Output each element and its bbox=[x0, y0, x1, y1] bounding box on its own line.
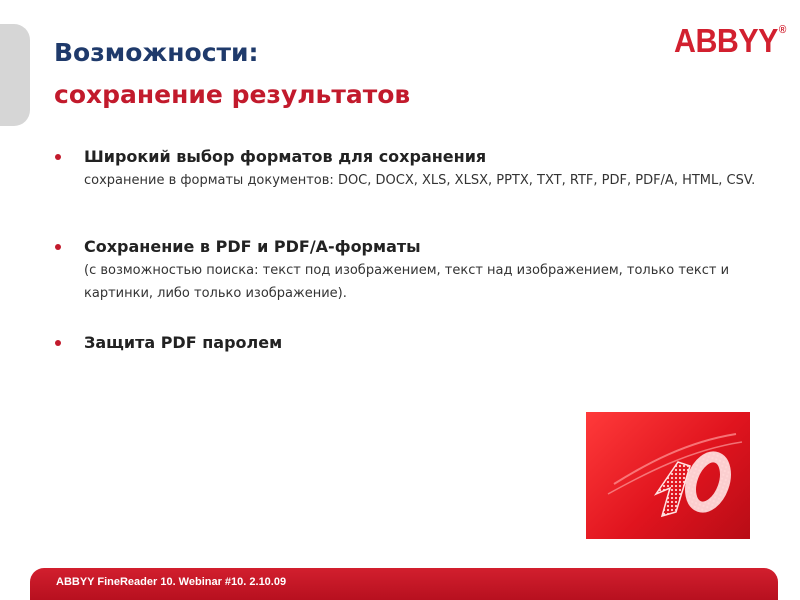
bullet-heading: Сохранение в PDF и PDF/A-форматы bbox=[84, 237, 421, 256]
bullet-dot-icon bbox=[55, 154, 61, 160]
slide-title: Возможности: bbox=[54, 38, 259, 67]
bullet-description: (с возможностью поиска: текст под изображением, текст над изображением, только текст и картинки, либо только изображение). bbox=[84, 263, 730, 301]
bullet-item-formats bbox=[52, 146, 762, 192]
bullet-dot-icon bbox=[55, 244, 61, 250]
slide-subtitle: сохранение результатов bbox=[54, 80, 411, 109]
finereader-10-graphic bbox=[586, 412, 750, 539]
bullet-item-password bbox=[52, 332, 762, 354]
bullet-heading: Широкий выбор форматов для сохранения bbox=[84, 147, 487, 166]
bullet-item-pdf bbox=[52, 236, 762, 305]
bullet-heading: Защита PDF паролем bbox=[84, 333, 283, 352]
bullet-dot-icon bbox=[55, 340, 61, 346]
footer-text: ABBYY FineReader 10. Webinar #10. 2.10.09 bbox=[56, 576, 287, 588]
bullet-description: сохранение в форматы документов: DOC, DOCX, XLS, XLSX, PPTX, TXT, RTF, PDF, PDF/A, HTML, CSV. bbox=[84, 173, 756, 188]
side-tab-decoration bbox=[0, 24, 30, 126]
abbyy-logo: ABBYY® bbox=[674, 22, 786, 59]
footer-bar bbox=[30, 568, 778, 600]
finereader-10-product-image bbox=[586, 412, 750, 539]
